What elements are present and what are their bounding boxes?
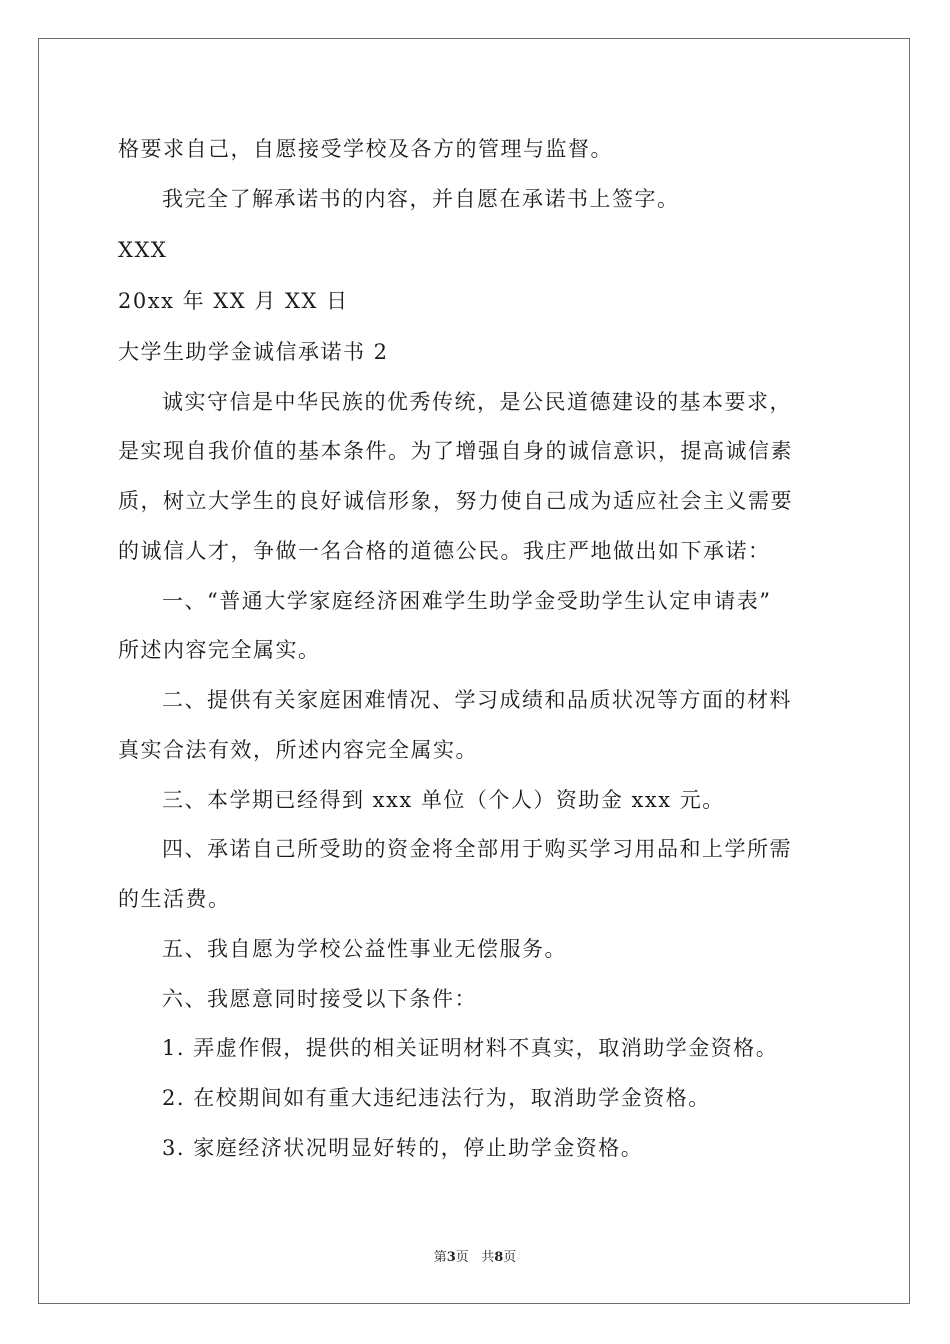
text-line: 所述内容完全属实。 (118, 638, 321, 662)
current-page-number: 3 (446, 1250, 456, 1265)
text-line: 四、承诺自己所受助的资金将全部用于购买学习用品和上学所需 (162, 837, 792, 861)
text-line: 诚实守信是中华民族的优秀传统，是公民道德建设的基本要求， (162, 390, 792, 414)
footer-prefix: 第 (433, 1250, 447, 1265)
text-line: 五、我自愿为学校公益性事业无偿服务。 (162, 937, 567, 961)
total-pages-number: 8 (494, 1250, 504, 1265)
page-border (38, 38, 910, 1304)
text-line: 的生活费。 (118, 887, 231, 911)
signature-name: XXX (118, 238, 168, 262)
list-item: 3. 家庭经济状况明显好转的，停止助学金资格。 (162, 1136, 644, 1160)
footer-suffix: 页 (503, 1250, 517, 1265)
section-title: 大学生助学金诚信承诺书 2 (118, 340, 389, 364)
text-line: 六、我愿意同时接受以下条件： (162, 987, 477, 1011)
text-line: 质，树立大学生的良好诚信形象，努力使自己成为适应社会主义需要 (118, 489, 793, 513)
signature-date: 20xx 年 XX 月 XX 日 (118, 289, 349, 313)
text-line: 真实合法有效，所述内容完全属实。 (118, 738, 478, 762)
text-line: 一、“普通大学家庭经济困难学生助学金受助学生认定申请表” (162, 589, 772, 613)
footer-middle: 页 共 (455, 1250, 495, 1265)
page-footer (0, 1246, 950, 1265)
list-item: 2. 在校期间如有重大违纪违法行为，取消助学金资格。 (162, 1086, 711, 1110)
text-line: 二、提供有关家庭困难情况、学习成绩和品质状况等方面的材料 (162, 688, 792, 712)
text-line: 格要求自己，自愿接受学校及各方的管理与监督。 (118, 137, 613, 161)
text-line: 三、本学期已经得到 xxx 单位（个人）资助金 xxx 元。 (162, 788, 725, 812)
text-line: 是实现自我价值的基本条件。为了增强自身的诚信意识，提高诚信素 (118, 439, 793, 463)
text-line: 的诚信人才，争做一名合格的道德公民。我庄严地做出如下承诺： (118, 539, 771, 563)
list-item: 1. 弄虚作假，提供的相关证明材料不真实，取消助学金资格。 (162, 1036, 779, 1060)
text-line: 我完全了解承诺书的内容，并自愿在承诺书上签字。 (162, 187, 680, 211)
